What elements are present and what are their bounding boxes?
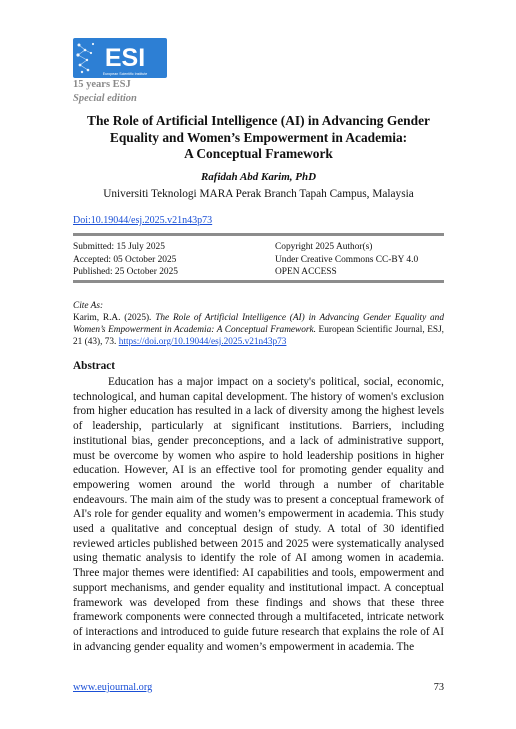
years-label: 15 years ESJ	[73, 79, 131, 90]
title-line: Equality and Women’s Empowerment in Academia:	[109, 129, 408, 145]
title-line: The Role of Artificial Intelligence (AI) in Advancing Gender	[87, 113, 430, 128]
publication-dates	[73, 241, 178, 279]
author-affiliation: Universiti Teknologi MARA Perak Branch Tapah Campus, Malaysia	[103, 188, 414, 200]
abstract-text: Education has a major impact on a society's political, social, economic, technological, and human capital development. The history of women's exclusion from higher education has resulted in a lack of diversity among the highest levels of leadership, particularly at significant institutions. Barriers, including institutional bias, gender preconceptions, and a lack of administrative support, must be overcome by women who aspire to hold leadership positions in higher education. However, AI is an effective tool for promoting gender equality and empowering women around the world through a number of charitable endeavours. The main aim of the study was to present a conceptual framework of AI's role for gender equality and women’s empowerment in academia. This study used a qualitative and conceptual design of study. A total of 30 identified reviewed articles published between 2015 and 2025 were systematically analysed using thematic analysis to identify the role of AI among women in academia. Three major themes were identified: AI capabilities and tools, empowerment and support mechanisms, and gender equality and institutional impact. A conceptual framework was developed from these findings and shows that these three framework components were connected through a multifaceted, intricate network of interactions and introduced to guide future research that explains the role of AI in advancing gender equality and women’s empowerment in academia. The	[73, 376, 444, 653]
citation-journal: European Scientific Journal, ESJ, 21 (43), 73.	[73, 325, 445, 347]
author-name: Rafidah Abd Karim, PhD	[200, 171, 317, 183]
journal-website-link[interactable]: www.eujournal.org	[73, 682, 153, 693]
license-info	[275, 241, 418, 279]
citation-authors: Karim, R.A. (2025).	[73, 313, 156, 323]
citation-doi-link[interactable]: https://doi.org/10.19044/esj.2025.v21n43p73	[118, 337, 287, 347]
esi-logo	[73, 38, 167, 78]
title-line: A Conceptual Framework	[184, 146, 333, 161]
doi-link[interactable]: Doi:10.19044/esj.2025.v21n43p73	[73, 215, 213, 226]
submitted-date: Submitted: 15 July 2025	[73, 242, 165, 252]
abstract-heading: Abstract	[73, 360, 116, 372]
svg-text:ESI: ESI	[104, 44, 146, 72]
license-text: Under Creative Commons CC-BY 4.0	[275, 254, 419, 265]
citation-text	[73, 312, 444, 348]
page-number: 73	[433, 682, 444, 693]
divider-bottom	[73, 280, 444, 283]
access-text: OPEN ACCESS	[275, 267, 337, 277]
esi-logo-icon	[73, 38, 167, 78]
accepted-date: Accepted: 05 October 2025	[73, 254, 177, 265]
article-title	[73, 113, 444, 163]
published-date: Published: 25 October 2025	[73, 267, 178, 277]
citation-block	[73, 300, 444, 348]
copyright-text: Copyright 2025 Author(s)	[275, 242, 373, 252]
svg-text:European Scientific Institute: European Scientific Institute	[102, 72, 148, 76]
cite-label: Cite As:	[73, 301, 104, 311]
edition-label: Special edition	[73, 93, 137, 104]
divider-top	[73, 233, 444, 236]
citation-title: The Role of Artificial Intelligence (AI) in Advancing Gender Equality and Women’s Empowerment in Academia: A Conceptual Framework.	[73, 313, 444, 335]
